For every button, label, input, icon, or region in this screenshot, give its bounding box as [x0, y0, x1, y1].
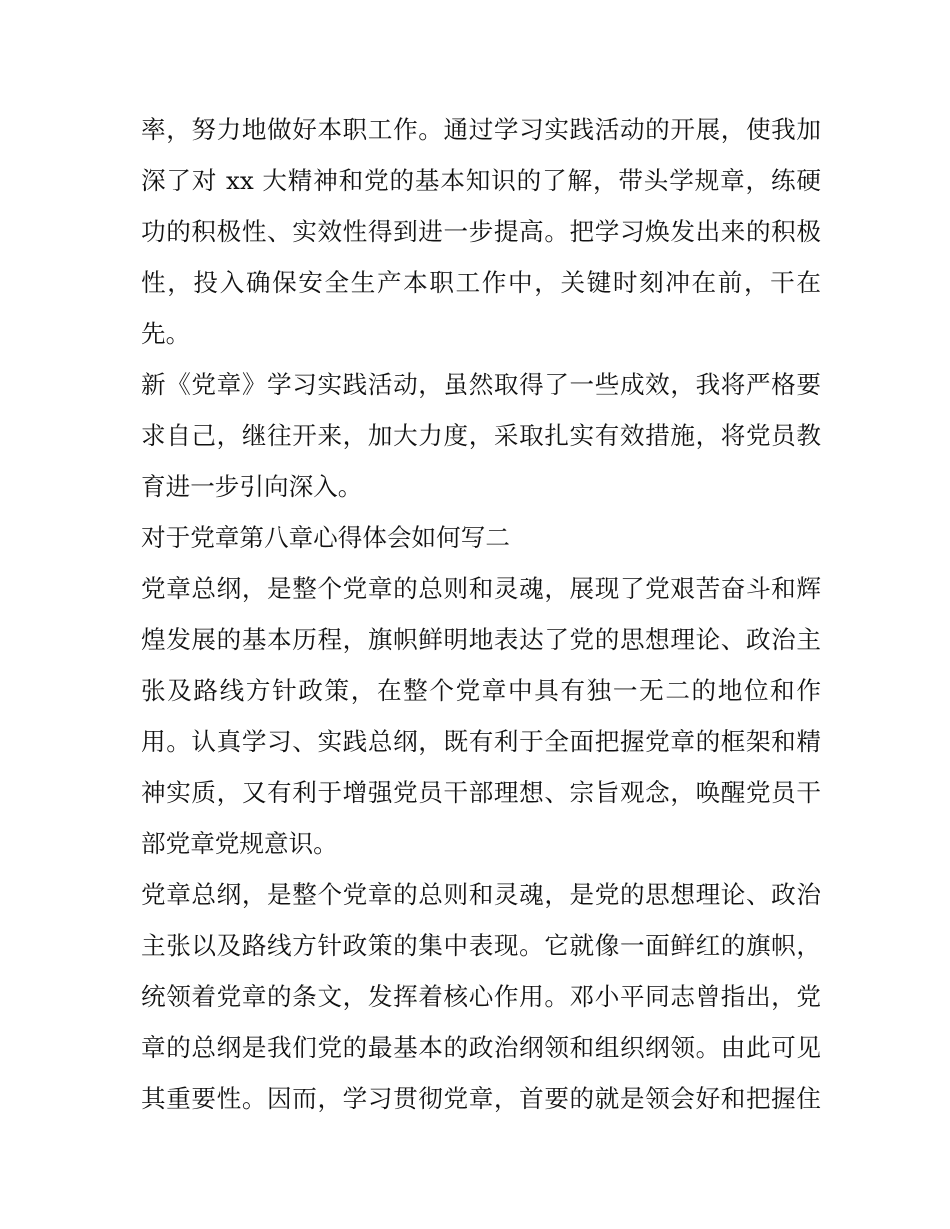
text-line: 性，投入确保安全生产本职工作中，关键时刻冲在前，干在 [141, 268, 821, 297]
paragraph-general-program-1 [141, 563, 821, 869]
text-line: 章的总纲是我们党的最基本的政治纲领和组织纲领。由此可见 [141, 1033, 821, 1062]
text-line: 深了对 xx 大精神和党的基本知识的了解，带头学规章，练硬 [141, 166, 821, 195]
text-line: 功的积极性、实效性得到进一步提高。把学习焕发出来的积极 [141, 217, 821, 246]
text-line: 神实质，又有利于增强党员干部理想、宗旨观念，唤醒党员干 [141, 778, 821, 807]
text-line: 统领着党章的条文，发挥着核心作用。邓小平同志曾指出，党 [141, 982, 821, 1011]
text-line: 党章总纲，是整个党章的总则和灵魂，是党的思想理论、政治 [141, 880, 821, 909]
text-line: 其重要性。因而，学习贯彻党章，首要的就是领会好和把握住 [141, 1084, 821, 1113]
text-line: 张及路线方针政策，在整个党章中具有独一无二的地位和作 [141, 676, 821, 705]
text-line: 率，努力地做好本职工作。通过学习实践活动的开展，使我加 [141, 115, 821, 144]
text-line: 先。 [141, 319, 191, 348]
paragraph-study-practice [141, 104, 821, 359]
text-line: 主张以及路线方针政策的集中表现。它就像一面鲜红的旗帜， [141, 931, 821, 960]
paragraph-new-charter [141, 359, 821, 512]
heading-line: 对于党章第八章心得体会如何写二 [141, 523, 510, 552]
text-line: 部党章党规意识。 [141, 829, 338, 858]
text-line: 用。认真学习、实践总纲，既有利于全面把握党章的框架和精 [141, 727, 821, 756]
document-body [141, 104, 821, 1124]
text-line: 育进一步引向深入。 [141, 472, 363, 501]
paragraph-general-program-2 [141, 869, 821, 1124]
text-line: 煌发展的基本历程，旗帜鲜明地表达了党的思想理论、政治主 [141, 625, 821, 654]
text-line: 党章总纲，是整个党章的总则和灵魂，展现了党艰苦奋斗和辉 [141, 574, 821, 603]
section-heading [141, 512, 821, 563]
text-line: 新《党章》学习实践活动，虽然取得了一些成效，我将严格要 [141, 370, 821, 399]
text-line: 求自己，继往开来，加大力度，采取扎实有效措施，将党员教 [141, 421, 821, 450]
